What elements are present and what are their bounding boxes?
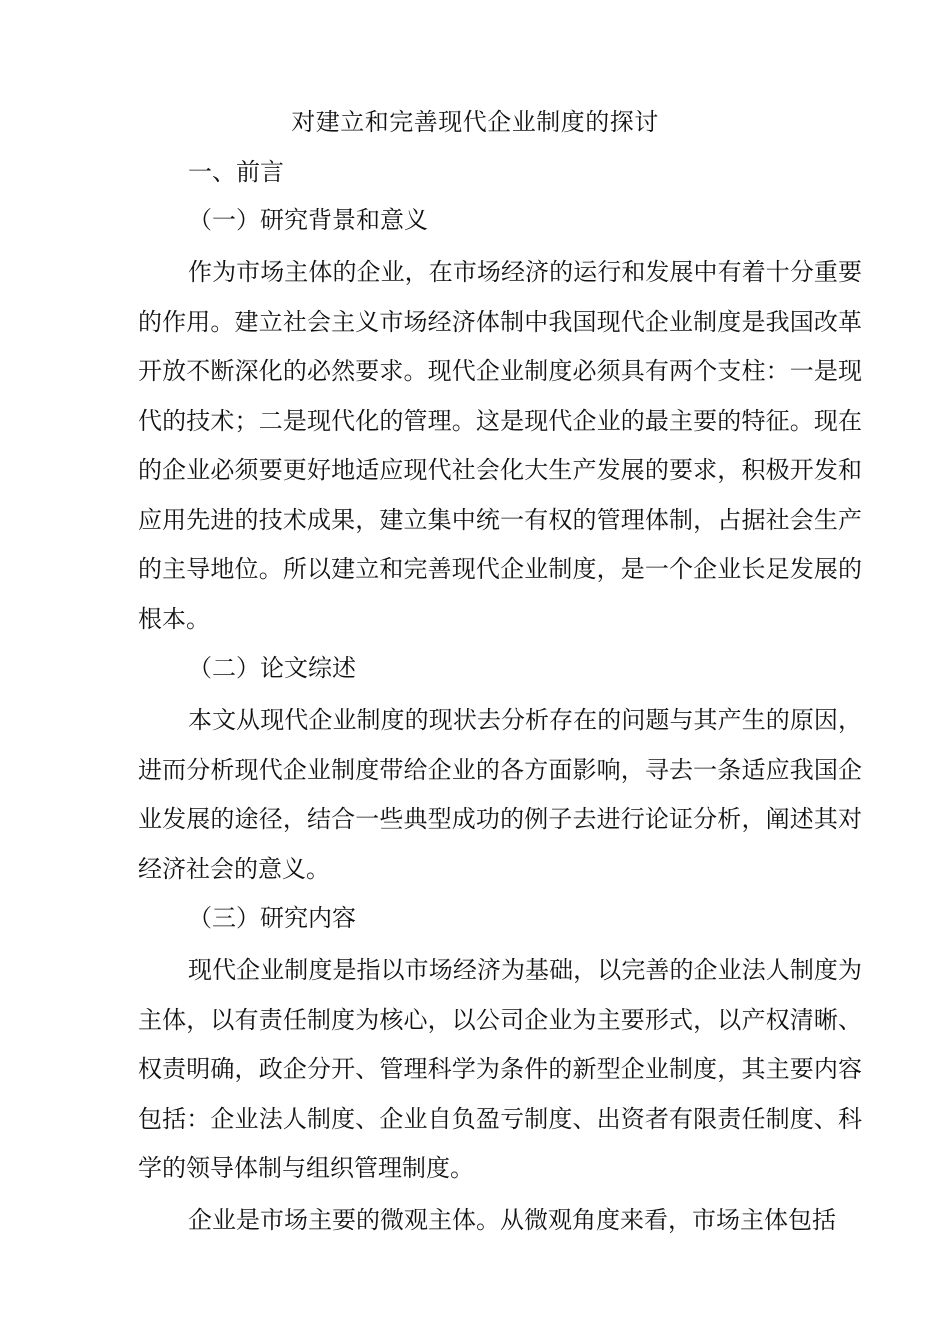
- section-heading-preface: 一、前言: [188, 158, 284, 186]
- subheading-content: （三）研究内容: [188, 904, 356, 932]
- subheading-background: （一）研究背景和意义: [188, 206, 428, 234]
- paragraph-market-subject: 企业是市场主要的微观主体。从微观角度来看，市场主体包括: [188, 1206, 836, 1234]
- document-title: 对建立和完善现代企业制度的探讨: [291, 108, 659, 136]
- paragraph-content: 现代企业制度是指以市场经济为基础，以完善的企业法人制度为主体，以有责任制度为核心，以公司企业为主要形式，以产权清晰、权责明确，政企分开、管理科学为条件的新型企业制度，其主要内容包括：企业法人制度、企业自负盈亏制度、出资者有限责任制度、科学的领导体制与组织管理制度。: [138, 956, 862, 1182]
- paragraph-background: 作为市场主体的企业，在市场经济的运行和发展中有着十分重要的作用。建立社会主义市场经济体制中我国现代企业制度是我国改革开放不断深化的必然要求。现代企业制度必须具有两个支柱：一是现代的技术；二是现代化的管理。这是现代企业的最主要的特征。现在的企业必须要更好地适应现代社会化大生产发展的要求，积极开发和应用先进的技术成果，建立集中统一有权的管理体制，占据社会生产的主导地位。所以建立和完善现代企业制度，是一个企业长足发展的根本。: [138, 258, 862, 633]
- paragraph-review: 本文从现代企业制度的现状去分析存在的问题与其产生的原因，进而分析现代企业制度带给企业的各方面影响，寻去一条适应我国企业发展的途径，结合一些典型成功的例子去进行论证分析，阐述其对经济社会的意义。: [138, 706, 862, 883]
- subheading-review: （二）论文综述: [188, 654, 356, 682]
